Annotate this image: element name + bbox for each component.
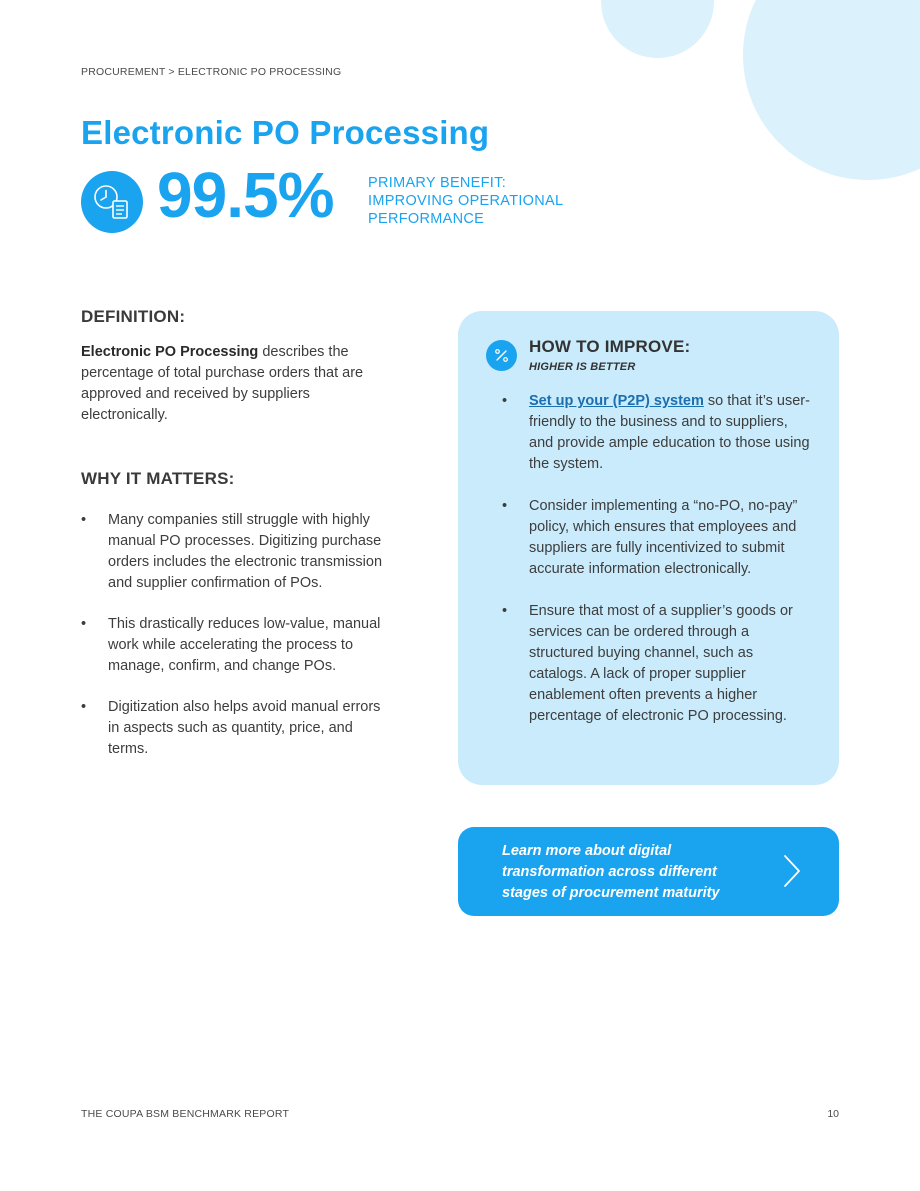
how-to-improve-subheading: HIGHER IS BETTER — [529, 361, 636, 373]
decorative-circle-small — [601, 0, 714, 58]
definition-body: describes the percentage of total purchase orders that are approved and received by suppliers electronically. — [81, 344, 364, 423]
benefit-label: PRIMARY BENEFIT: — [368, 175, 507, 191]
how-to-improve-panel — [458, 311, 839, 785]
how-to-improve-list — [502, 391, 812, 748]
decorative-circle-large — [743, 0, 920, 180]
list-item: • Digitization also helps avoid manual errors in aspects such as quantity, price, and terms. — [81, 697, 386, 760]
why-it-matters-list — [81, 510, 386, 780]
primary-benefit — [368, 174, 598, 228]
clock-document-icon — [81, 171, 143, 233]
chevron-right-icon — [780, 853, 804, 889]
list-item: • Ensure that most of a supplier’s goods or services can be ordered through a structured buying channel, such as catalogs. A lack of proper supplier enablement often prevents a higher percentage of electronic PO processing. — [502, 601, 812, 727]
report-name: THE COUPA BSM BENCHMARK REPORT — [81, 1108, 290, 1120]
definition-text — [81, 342, 381, 426]
list-item — [502, 391, 812, 475]
definition-term: Electronic PO Processing — [81, 344, 259, 360]
page-number: 10 — [827, 1108, 839, 1120]
list-item: • Many companies still struggle with highly manual PO processes. Digitizing purchase orders includes the electronic transmission and supplier confirmation of POs. — [81, 510, 386, 594]
learn-more-button[interactable] — [458, 827, 839, 916]
benefit-text-line-1: IMPROVING OPERATIONAL — [368, 193, 564, 209]
metric-value: 99.5% — [157, 159, 334, 231]
p2p-system-link[interactable]: Set up your (P2P) system — [529, 393, 704, 409]
percent-icon — [486, 340, 517, 371]
how-to-improve-heading: HOW TO IMPROVE: — [529, 337, 691, 356]
learn-more-text: Learn more about digital transformation across different stages of procurement maturity — [502, 843, 720, 901]
why-it-matters-heading: WHY IT MATTERS: — [81, 469, 235, 488]
page-title: Electronic PO Processing — [81, 114, 490, 151]
list-item: • Consider implementing a “no-PO, no-pay” policy, which ensures that employees and suppliers are fully incentivized to submit accurate information electronically. — [502, 496, 812, 580]
list-item-text: so that it’s user-friendly to the business and to suppliers, and provide ample education to those using the system. — [529, 393, 810, 472]
list-item: • This drastically reduces low-value, manual work while accelerating the process to manage, confirm, and change POs. — [81, 614, 386, 677]
benefit-text-line-2: PERFORMANCE — [368, 211, 485, 227]
definition-heading: DEFINITION: — [81, 307, 186, 326]
breadcrumb: PROCUREMENT > ELECTRONIC PO PROCESSING — [81, 66, 342, 78]
